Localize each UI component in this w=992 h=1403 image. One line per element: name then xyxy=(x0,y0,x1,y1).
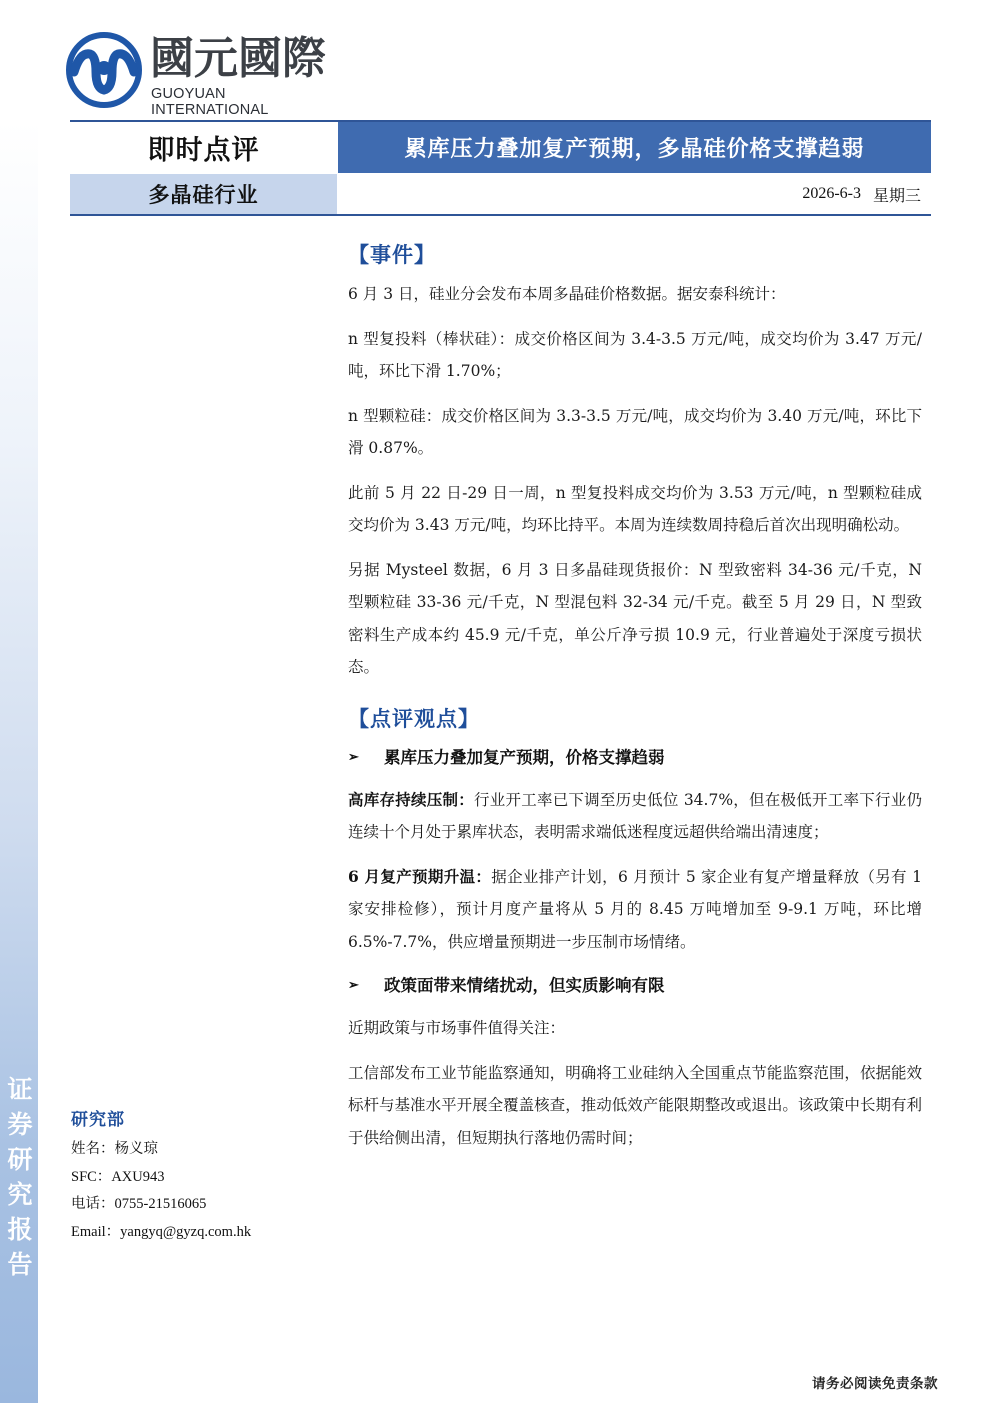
disclaimer-link[interactable]: 请务必阅读免责条款 xyxy=(812,1376,938,1392)
report-date-row xyxy=(338,174,931,214)
side-char: 究 xyxy=(7,1180,33,1209)
report-date: 2026-6-3 xyxy=(802,185,861,202)
side-char: 研 xyxy=(7,1145,33,1174)
sfc-label: SFC： xyxy=(71,1168,112,1185)
analyst-phone-row xyxy=(71,1191,331,1219)
comment-paragraph: 工信部发布工业节能监察通知，明确将工业硅纳入全国重点节能监察范围，依据能效标杆与基准水平开展全覆盖核查，推动低效产能限期整改或退出。该政策中长期有利于供给侧出清，但短期执行落地仍需时间； xyxy=(348,1063,922,1147)
arrow-bullet-icon: ➢ xyxy=(348,978,359,993)
side-vertical-label xyxy=(5,1072,35,1282)
paragraph-text: 行业开工率已下调至历史低位 34.7%，但在极低开工率下行业仍连续十个月处于累库状态，表明需求端低迷程度远超供给端出清速度； xyxy=(348,790,922,841)
logo-chinese-text: 國元國際 xyxy=(150,33,326,84)
event-paragraph: 此前 5 月 22 日-29 日一周，n 型复投料成交均价为 3.53 万元/吨，n 型颗粒硅成交均价为 3.43 万元/吨，均环比持平。本周为连续数周持稳后首次出现明确松动。 xyxy=(348,483,922,534)
logo-english-text: GUOYUAN INTERNATIONAL xyxy=(151,86,269,118)
name-label: 姓名： xyxy=(71,1141,115,1157)
analyst-email[interactable]: yangyq@gyzq.com.hk xyxy=(120,1223,252,1240)
email-label: Email： xyxy=(71,1223,121,1240)
side-char: 券 xyxy=(7,1110,33,1139)
side-char: 告 xyxy=(7,1250,33,1279)
analyst-name: 杨义琼 xyxy=(114,1141,158,1157)
industry-label: 多晶硅行业 xyxy=(70,174,337,214)
main-content xyxy=(348,240,922,1166)
header-bottom-rule xyxy=(70,214,931,216)
arrow-bullet-icon: ➢ xyxy=(348,749,359,765)
research-dept-title: 研究部 xyxy=(71,1110,125,1130)
side-char: 证 xyxy=(7,1075,33,1104)
comment-point-heading xyxy=(348,970,922,1002)
event-paragraph: n 型复投料（棒状硅）：成交价格区间为 3.4-3.5 万元/吨，成交均价为 3.47 万元/吨，环比下滑 1.70%； xyxy=(348,329,922,380)
analyst-email-row xyxy=(71,1219,331,1247)
analyst-name-row xyxy=(71,1136,331,1164)
phone-label: 电话： xyxy=(71,1196,115,1212)
analyst-sfc: AXU943 xyxy=(111,1168,165,1185)
event-section-title: 【事件】 xyxy=(348,242,436,267)
event-paragraph: n 型颗粒硅：成交价格区间为 3.3-3.5 万元/吨，成交均价为 3.40 万元/吨，环比下滑 0.87%。 xyxy=(348,406,922,457)
report-weekday: 星期三 xyxy=(872,187,921,205)
event-paragraph: 6 月 3 日，硅业分会发布本周多晶硅价格数据。据安泰科统计： xyxy=(348,285,786,303)
comment-paragraph: 近期政策与市场事件值得关注： xyxy=(348,1019,566,1037)
comment-point-heading xyxy=(348,742,922,774)
report-title: 累库压力叠加复产预期，多晶硅价格支撑趋弱 xyxy=(338,122,931,173)
comment-paragraph xyxy=(348,784,922,849)
logo-mark-icon xyxy=(66,32,142,108)
side-char: 报 xyxy=(7,1215,33,1244)
analyst-phone: 0755-21516065 xyxy=(114,1196,207,1212)
comment-section-title: 【点评观点】 xyxy=(348,705,480,731)
comment-point-title: 累库压力叠加复产预期，价格支撑趋弱 xyxy=(384,747,665,767)
report-type: 即时点评 xyxy=(147,135,260,166)
paragraph-text: 据企业排产计划，6 月预计 5 家企业有复产增量释放（另有 1 家安排检修），预计月度产量将从 5 月的 8.45 万吨增加至 9-9.1 万吨，环比增 6.5%-7.7%，供应增量预期进一步压制市场情绪。 xyxy=(348,867,923,951)
analyst-sfc-row xyxy=(71,1164,331,1192)
event-paragraph: 另据 Mysteel 数据，6 月 3 日多晶硅现货报价：N 型致密料 34-36 元/千克，N 型颗粒硅 33-36 元/千克，N 型混包料 32-34 元/千克。截至 5 月 29 日，N 型致密料生产成本约 45.9 元/千克，单公斤净亏损 10.9 元，行业普遍处于深度亏损状态。 xyxy=(348,560,922,676)
research-contact xyxy=(71,1106,331,1246)
paragraph-lead: 高库存持续压制： xyxy=(348,789,474,809)
comment-point-title: 政策面带来情绪扰动，但实质影响有限 xyxy=(384,976,665,995)
paragraph-lead: 6 月复产预期升温： xyxy=(348,866,492,886)
company-logo xyxy=(66,32,346,118)
comment-paragraph xyxy=(348,861,922,959)
